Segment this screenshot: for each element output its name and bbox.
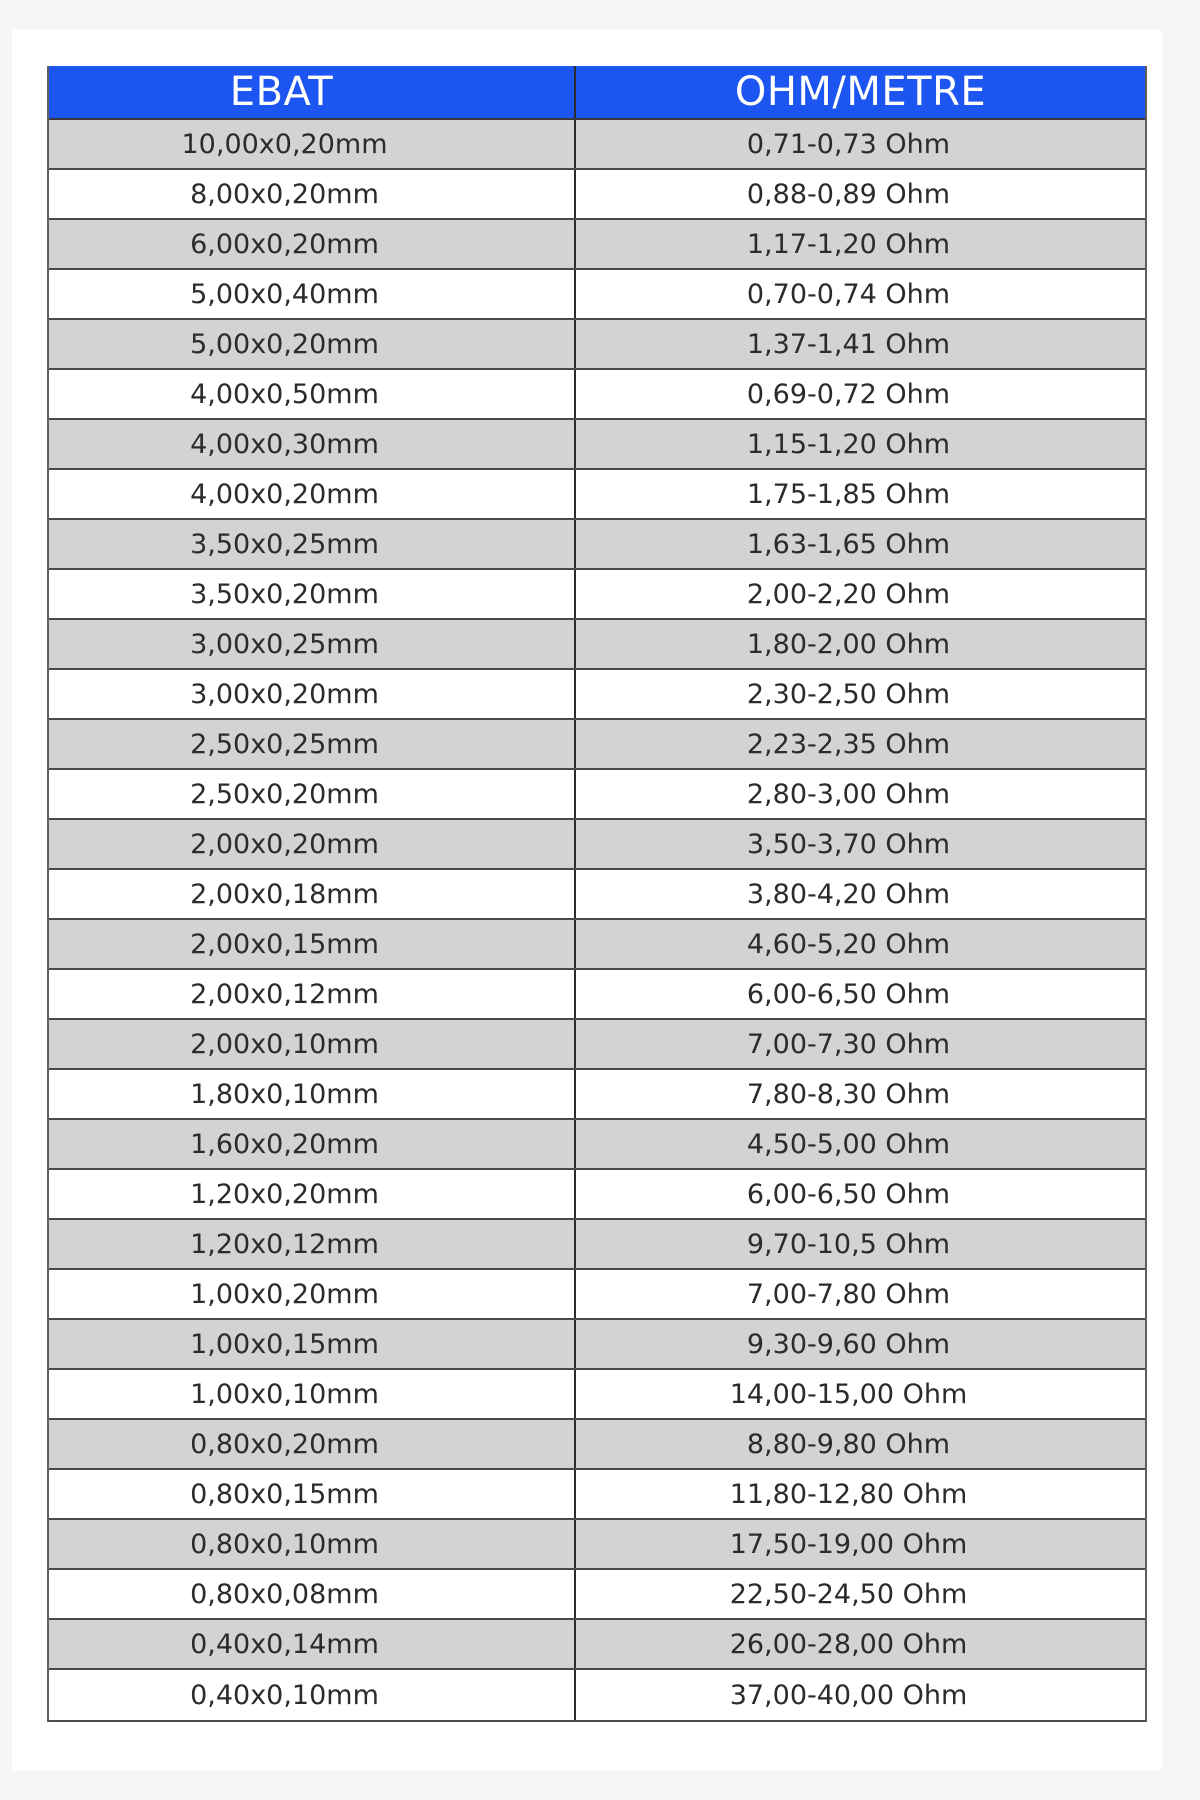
ohm-metre-value: 3,80-4,20 Ohm: [746, 878, 951, 910]
ohm-metre-cell: [576, 570, 1145, 618]
ohm-metre-value: 9,70-10,5 Ohm: [746, 1228, 951, 1260]
ebat-cell: [49, 1520, 576, 1568]
ebat-value: 2,00x0,20mm: [190, 828, 379, 860]
ohm-metre-cell: [576, 620, 1145, 668]
ohm-metre-value: 0,69-0,72 Ohm: [746, 378, 951, 410]
ebat-cell: [49, 720, 576, 768]
ohm-metre-value: 4,50-5,00 Ohm: [746, 1128, 951, 1160]
ebat-cell: [49, 1420, 576, 1468]
ebat-cell: [49, 870, 576, 918]
header-ohm-metre: [576, 66, 1145, 118]
ohm-metre-value: 0,70-0,74 Ohm: [746, 278, 951, 310]
ohm-metre-value: 7,00-7,30 Ohm: [746, 1028, 951, 1060]
ohm-metre-value: 2,80-3,00 Ohm: [746, 778, 951, 810]
table-row: [49, 570, 1145, 620]
table-row: [49, 1170, 1145, 1220]
ohm-metre-value: 0,88-0,89 Ohm: [746, 178, 951, 210]
ebat-value: 4,00x0,30mm: [190, 428, 379, 460]
ebat-value: 1,00x0,15mm: [190, 1328, 379, 1360]
table-row: [49, 1070, 1145, 1120]
table-row: [49, 220, 1145, 270]
ohm-metre-value: 0,71-0,73 Ohm: [746, 128, 951, 160]
ohm-metre-cell: [576, 220, 1145, 268]
ebat-value: 2,00x0,12mm: [190, 978, 379, 1010]
header-ohm-metre-label: OHM/METRE: [734, 69, 987, 115]
table-row: [49, 670, 1145, 720]
ebat-value: 0,80x0,10mm: [190, 1528, 379, 1560]
table-row: [49, 970, 1145, 1020]
ebat-cell: [49, 320, 576, 368]
table-row: [49, 520, 1145, 570]
header-ebat: [49, 66, 576, 118]
ebat-cell: [49, 920, 576, 968]
ebat-cell: [49, 220, 576, 268]
table-row: [49, 370, 1145, 420]
ohm-metre-cell: [576, 720, 1145, 768]
ohm-metre-cell: [576, 970, 1145, 1018]
ohm-metre-value: 9,30-9,60 Ohm: [746, 1328, 951, 1360]
ohm-metre-value: 4,60-5,20 Ohm: [746, 928, 951, 960]
ohm-metre-cell: [576, 1570, 1145, 1618]
ohm-metre-cell: [576, 670, 1145, 718]
table-row: [49, 470, 1145, 520]
ebat-value: 0,40x0,10mm: [190, 1679, 379, 1711]
ebat-value: 0,40x0,14mm: [190, 1628, 379, 1660]
ebat-value: 5,00x0,20mm: [190, 328, 379, 360]
ebat-value: 0,80x0,15mm: [190, 1478, 379, 1510]
ohm-metre-cell: [576, 1170, 1145, 1218]
ebat-value: 2,00x0,18mm: [190, 878, 379, 910]
table-row: [49, 1470, 1145, 1520]
ebat-cell: [49, 1220, 576, 1268]
ohm-metre-cell: [576, 470, 1145, 518]
ohm-metre-cell: [576, 170, 1145, 218]
ebat-cell: [49, 770, 576, 818]
ohm-metre-value: 1,17-1,20 Ohm: [746, 228, 951, 260]
ebat-value: 4,00x0,20mm: [190, 478, 379, 510]
ebat-cell: [49, 620, 576, 668]
ebat-value: 4,00x0,50mm: [190, 378, 379, 410]
table-row: [49, 920, 1145, 970]
table-row: [49, 820, 1145, 870]
ohm-metre-value: 1,15-1,20 Ohm: [746, 428, 951, 460]
table-row: [49, 1270, 1145, 1320]
ohm-metre-cell: [576, 520, 1145, 568]
ohm-metre-cell: [576, 420, 1145, 468]
table-row: [49, 1520, 1145, 1570]
ohm-metre-value: 2,30-2,50 Ohm: [746, 678, 951, 710]
table-row: [49, 1670, 1145, 1720]
ebat-value: 3,50x0,25mm: [190, 528, 379, 560]
ebat-value: 2,00x0,10mm: [190, 1028, 379, 1060]
ohm-metre-cell: [576, 320, 1145, 368]
ebat-cell: [49, 1020, 576, 1068]
table-row: [49, 1420, 1145, 1470]
ebat-cell: [49, 1670, 576, 1720]
ohm-metre-value: 6,00-6,50 Ohm: [746, 1178, 951, 1210]
ebat-cell: [49, 420, 576, 468]
ohm-metre-value: 1,63-1,65 Ohm: [746, 528, 951, 560]
ohm-metre-value: 7,00-7,80 Ohm: [746, 1278, 951, 1310]
ebat-cell: [49, 370, 576, 418]
ebat-value: 3,50x0,20mm: [190, 578, 379, 610]
ebat-cell: [49, 1320, 576, 1368]
ebat-value: 0,80x0,20mm: [190, 1428, 379, 1460]
ohm-metre-cell: [576, 1020, 1145, 1068]
ebat-cell: [49, 270, 576, 318]
table-body: [49, 120, 1145, 1720]
ohm-metre-value: 14,00-15,00 Ohm: [729, 1378, 968, 1410]
header-ebat-label: EBAT: [229, 69, 334, 115]
ebat-value: 1,20x0,20mm: [190, 1178, 379, 1210]
ebat-cell: [49, 1570, 576, 1618]
ebat-value: 3,00x0,20mm: [190, 678, 379, 710]
ohm-metre-value: 26,00-28,00 Ohm: [729, 1628, 968, 1660]
ohm-metre-value: 22,50-24,50 Ohm: [729, 1578, 968, 1610]
ohm-metre-value: 1,80-2,00 Ohm: [746, 628, 951, 660]
table-row: [49, 120, 1145, 170]
ohm-metre-value: 2,23-2,35 Ohm: [746, 728, 951, 760]
ohm-metre-cell: [576, 1070, 1145, 1118]
ebat-value: 0,80x0,08mm: [190, 1578, 379, 1610]
ebat-cell: [49, 170, 576, 218]
ebat-cell: [49, 820, 576, 868]
ebat-cell: [49, 1370, 576, 1418]
table-row: [49, 1370, 1145, 1420]
ohm-metre-cell: [576, 1270, 1145, 1318]
ohm-metre-value: 1,75-1,85 Ohm: [746, 478, 951, 510]
ohm-metre-value: 6,00-6,50 Ohm: [746, 978, 951, 1010]
ohm-metre-value: 17,50-19,00 Ohm: [729, 1528, 968, 1560]
table-row: [49, 870, 1145, 920]
ebat-value: 6,00x0,20mm: [190, 228, 379, 260]
ebat-value: 3,00x0,25mm: [190, 628, 379, 660]
ohm-metre-cell: [576, 1520, 1145, 1568]
ebat-cell: [49, 1470, 576, 1518]
table-header: [49, 66, 1145, 120]
ohm-metre-cell: [576, 270, 1145, 318]
ebat-cell: [49, 1120, 576, 1168]
ohm-metre-cell: [576, 1220, 1145, 1268]
ohm-metre-cell: [576, 120, 1145, 168]
ohm-metre-cell: [576, 1120, 1145, 1168]
ebat-value: 1,60x0,20mm: [190, 1128, 379, 1160]
table-row: [49, 770, 1145, 820]
ohm-metre-cell: [576, 870, 1145, 918]
ohm-metre-value: 8,80-9,80 Ohm: [746, 1428, 951, 1460]
ohm-metre-value: 1,37-1,41 Ohm: [746, 328, 951, 360]
ebat-cell: [49, 1620, 576, 1668]
ebat-value: 1,00x0,20mm: [190, 1278, 379, 1310]
ebat-cell: [49, 520, 576, 568]
table-row: [49, 1120, 1145, 1170]
ohm-metre-value: 11,80-12,80 Ohm: [729, 1478, 968, 1510]
ebat-value: 1,00x0,10mm: [190, 1378, 379, 1410]
table-row: [49, 1570, 1145, 1620]
ohm-metre-cell: [576, 1470, 1145, 1518]
ohm-metre-cell: [576, 920, 1145, 968]
ebat-value: 2,50x0,25mm: [190, 728, 379, 760]
ebat-value: 2,50x0,20mm: [190, 778, 379, 810]
ohm-metre-cell: [576, 1620, 1145, 1668]
ohm-metre-cell: [576, 370, 1145, 418]
table-row: [49, 1220, 1145, 1270]
ebat-value: 8,00x0,20mm: [190, 178, 379, 210]
ohm-metre-value: 37,00-40,00 Ohm: [729, 1679, 968, 1711]
ohm-metre-value: 2,00-2,20 Ohm: [746, 578, 951, 610]
table-row: [49, 1020, 1145, 1070]
table-row: [49, 170, 1145, 220]
ebat-value: 5,00x0,40mm: [190, 278, 379, 310]
ohm-metre-cell: [576, 770, 1145, 818]
ohm-metre-value: 3,50-3,70 Ohm: [746, 828, 951, 860]
table-row: [49, 720, 1145, 770]
table-row: [49, 1620, 1145, 1670]
ohm-metre-cell: [576, 1420, 1145, 1468]
resistance-table: [47, 66, 1147, 1722]
ebat-cell: [49, 1270, 576, 1318]
ebat-cell: [49, 570, 576, 618]
ebat-cell: [49, 1170, 576, 1218]
ohm-metre-cell: [576, 1320, 1145, 1368]
table-row: [49, 420, 1145, 470]
ohm-metre-value: 7,80-8,30 Ohm: [746, 1078, 951, 1110]
ohm-metre-cell: [576, 820, 1145, 868]
ebat-value: 1,20x0,12mm: [190, 1228, 379, 1260]
table-row: [49, 320, 1145, 370]
table-row: [49, 620, 1145, 670]
table-row: [49, 270, 1145, 320]
ebat-value: 1,80x0,10mm: [190, 1078, 379, 1110]
ebat-cell: [49, 670, 576, 718]
ebat-cell: [49, 1070, 576, 1118]
table-row: [49, 1320, 1145, 1370]
ebat-cell: [49, 120, 576, 168]
ebat-cell: [49, 970, 576, 1018]
ebat-cell: [49, 470, 576, 518]
ohm-metre-cell: [576, 1670, 1145, 1720]
ebat-value: 2,00x0,15mm: [190, 928, 379, 960]
ohm-metre-cell: [576, 1370, 1145, 1418]
ebat-value: 10,00x0,20mm: [181, 128, 388, 160]
